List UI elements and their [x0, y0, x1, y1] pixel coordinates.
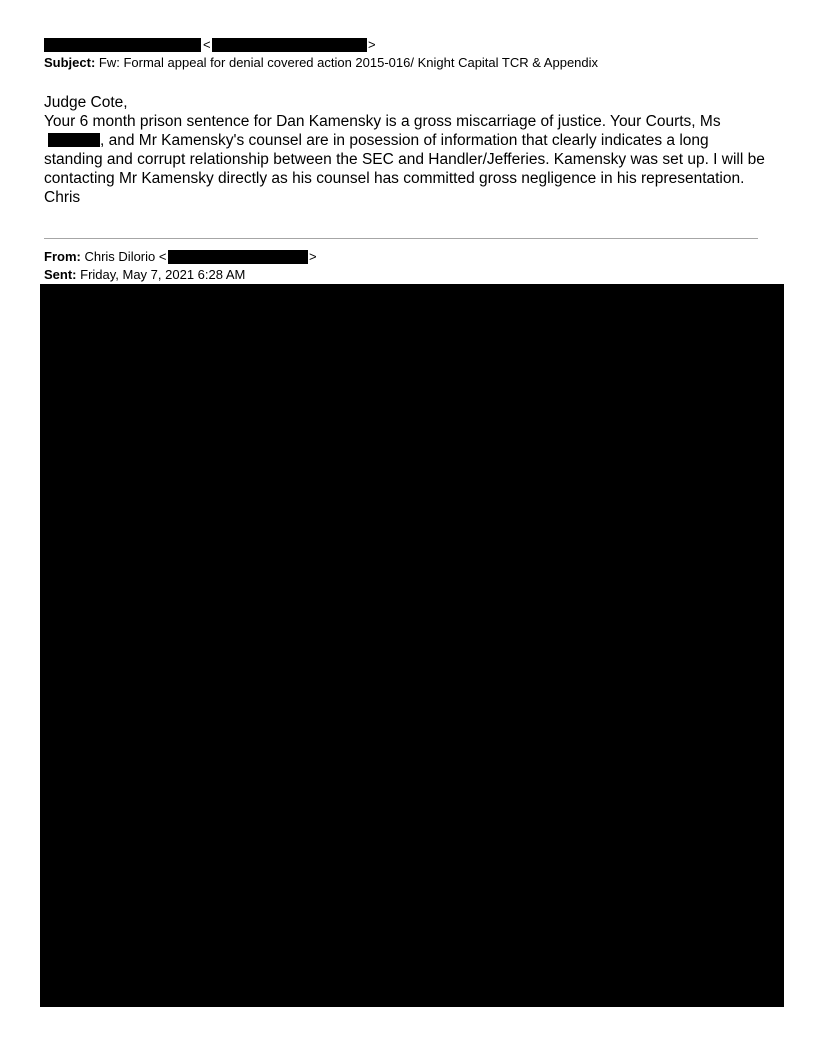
from-label: From:: [44, 249, 81, 264]
from-line: [44, 248, 166, 265]
sent-label: Sent:: [44, 267, 77, 282]
sender-open-bracket: <: [203, 37, 211, 52]
greeting: Judge Cote,: [44, 94, 128, 111]
subject-value: Fw: Formal appeal for denial covered action 2015-016/ Knight Capital TCR & Appendix: [98, 55, 599, 70]
message-paragraph: [44, 112, 768, 188]
paragraph-end: , and Mr Kamensky's counsel are in posession of information that clearly indicates a long standing and corrupt relationship between the SEC and Handler/Jefferies. Kamensky was set up. I will be contacting Mr Kamensky directly as his counsel has committed gross negligence in his representation.: [44, 132, 765, 187]
signature: Chris: [44, 189, 81, 206]
paragraph-start: Your 6 month prison sentence for Dan Kamensky is a gross miscarriage of justice. Your Courts, Ms: [44, 113, 721, 130]
sender-close-bracket: >: [368, 37, 376, 52]
subject-label: Subject:: [44, 55, 96, 70]
redacted-name: [48, 133, 100, 147]
redacted-message-block: [40, 284, 784, 1007]
divider: [44, 238, 758, 239]
sent-line: [44, 266, 245, 283]
message-body: [44, 93, 768, 207]
subject-line: [44, 54, 598, 71]
from-name: Chris Dilorio <: [84, 249, 167, 264]
redacted-sender-name: [44, 38, 201, 52]
sent-value: Friday, May 7, 2021 6:28 AM: [80, 267, 246, 282]
from-close-bracket: >: [309, 249, 317, 264]
redacted-sender-email: [212, 38, 367, 52]
redacted-from-email: [168, 250, 308, 264]
